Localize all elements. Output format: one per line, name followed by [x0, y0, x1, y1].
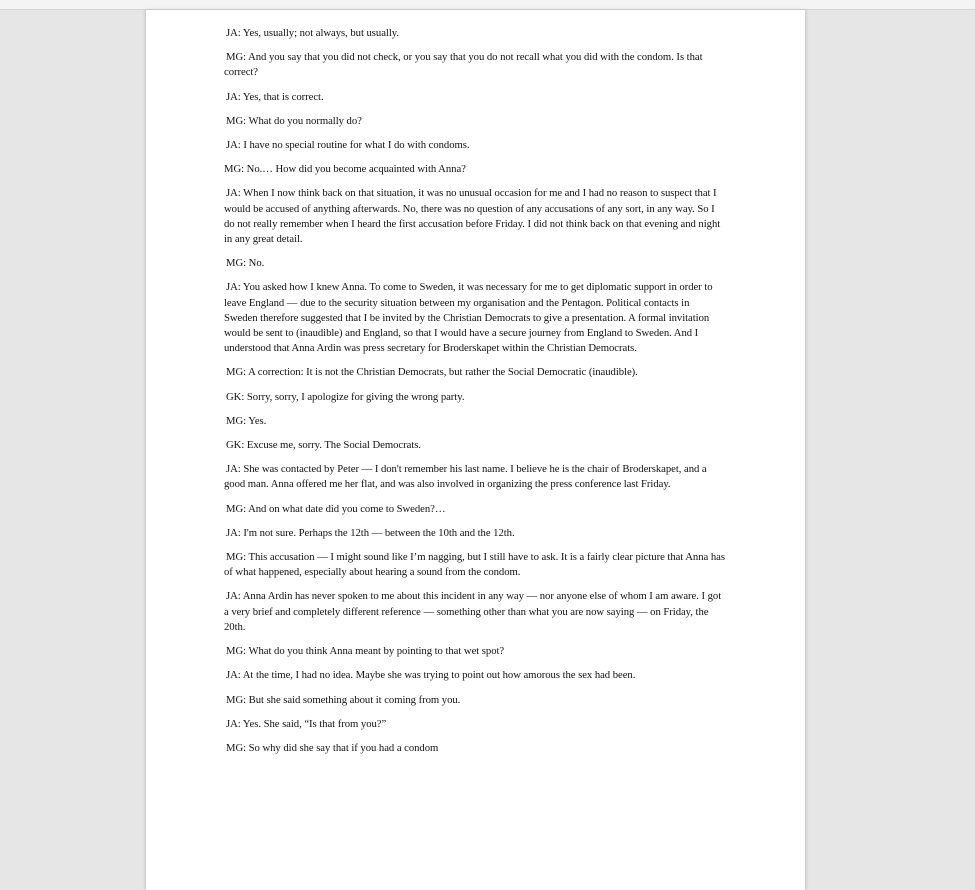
transcript-paragraph: JA: You asked how I knew Anna. To come to Sweden, it was necessary for me to get diplomatic support in order to leave England — due to the security situation between my organisation and the Pentagon. Political contacts in Sweden therefore suggested that I be invited by the Christian Democrats to give a presentation. A formal invitation would be sent to (inaudible) and England, so that I would have a secure journey from England to Sweden. And I understood that Anna Ardin was press secretary for Broderskapet within the Christian Democrats. — [224, 281, 713, 355]
transcript-paragraph: JA: At the time, I had no idea. Maybe she was trying to point out how amorous the sex had been. — [226, 669, 636, 682]
transcript-paragraph: JA: Anna Ardin has never spoken to me about this incident in any way — nor anyone else of whom I am aware. I got a very brief and completely different reference — something other than what you are now saying — on Friday, the 20th. — [224, 590, 722, 633]
transcript-paragraph: MG: So why did she say that if you had a condom — [226, 741, 439, 754]
transcript-paragraph: MG: A correction: It is not the Christian Democrats, but rather the Social Democratic (inaudible). — [226, 366, 638, 379]
transcript-paragraph: MG: But she said something about it coming from you. — [226, 693, 461, 706]
transcript-paragraph: MG: And on what date did you come to Sweden?… — [226, 502, 446, 515]
transcript-paragraph: JA: I'm not sure. Perhaps the 12th — between the 10th and the 12th. — [226, 526, 515, 539]
transcript-paragraph: MG: Yes. — [226, 414, 267, 427]
transcript-paragraph: MG: No. — [226, 257, 265, 270]
transcript-paragraph: JA: When I now think back on that situation, it was no unusual occasion for me and I had no reason to suspect that I would be accused of anything afterwards. No, there was no question of any accusations of any sort, in any way. So I do not really remember when I heard the first accusation before Friday. I did not think back on that evening and night in any great detail. — [224, 187, 721, 246]
transcript-paragraph: MG: What do you normally do? — [226, 114, 362, 127]
viewer-top-bar — [0, 0, 975, 10]
transcript-paragraph: JA: Yes, usually; not always, but usually. — [226, 27, 399, 39]
transcript-paragraph: MG: What do you think Anna meant by pointing to that wet spot? — [226, 645, 505, 658]
transcript-paragraph: MG: No.… How did you become acquainted with Anna? — [224, 163, 466, 176]
transcript-body — [223, 26, 725, 765]
transcript-paragraph: GK: Sorry, sorry, I apologize for giving the wrong party. — [226, 390, 465, 403]
transcript-paragraph: JA: I have no special routine for what I do with condoms. — [226, 139, 470, 152]
transcript-paragraph: MG: And you say that you did not check, or you say that you do not recall what you did with the condom. Is that correct? — [224, 51, 703, 79]
transcript-paragraph: JA: Yes. She said, “Is that from you?” — [226, 717, 387, 730]
document-page — [145, 10, 806, 890]
transcript-paragraph: GK: Excuse me, sorry. The Social Democrats. — [226, 439, 421, 452]
transcript-paragraph: JA: Yes, that is correct. — [226, 90, 324, 103]
transcript-paragraph: JA: She was contacted by Peter — I don't remember his last name. I believe he is the chair of Broderskapet, and a good man. Anna offered me her flat, and was also involved in organizing the press conference last Friday. — [224, 463, 707, 491]
transcript-paragraph: MG: This accusation — I might sound like I’m nagging, but I still have to ask. It is a fairly clear picture that Anna has of what happened, especially about hearing a sound from the condom. — [224, 551, 725, 579]
